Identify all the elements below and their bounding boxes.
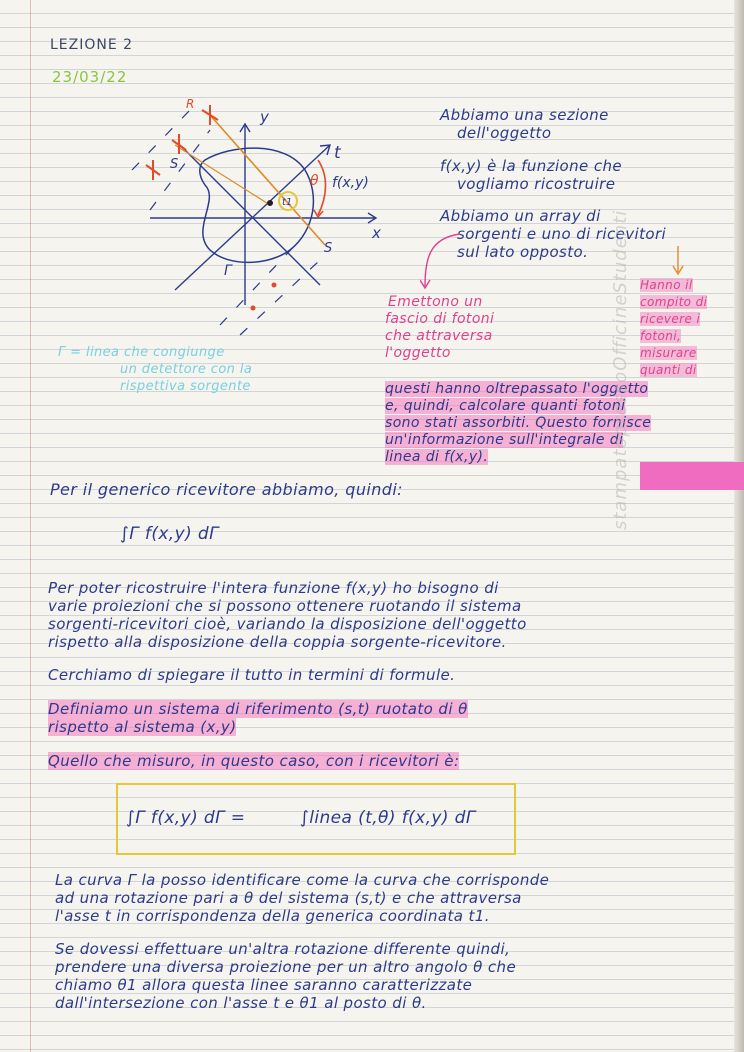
lesson-title: LEZIONE 2: [50, 37, 134, 53]
highlight-line-3: sono stati assorbiti. Questo fornisce: [385, 415, 652, 431]
bullet-3c: sul lato opposto.: [457, 243, 589, 261]
bullet-1b: dell'oggetto: [457, 124, 552, 142]
recv-note-3: ricevere i: [640, 312, 701, 326]
highlight-line-1: questi hanno oltrepassato l'oggetto: [385, 381, 649, 397]
emit-note-4: l'oggetto: [385, 345, 451, 361]
label-func: f(x,y): [332, 175, 369, 191]
cyan-note-3: rispettiva sorgente: [120, 379, 251, 394]
recv-note-2: compito di: [640, 295, 708, 309]
para3-line3: l'asse t in corrispondenza della generica coordinata t1.: [55, 907, 490, 925]
cyan-note-1: Γ = linea che congiunge: [58, 345, 225, 360]
para3-line1: La curva Γ la posso identificare come la curva che corrisponde: [55, 871, 550, 889]
label-R: R: [186, 97, 195, 111]
recv-note-6: quanti di: [640, 363, 697, 377]
tomography-diagram: [120, 90, 400, 340]
recv-note-4: fotoni,: [640, 329, 682, 343]
para4-line2: prendere una diversa proiezione per un altro angolo θ che: [55, 958, 517, 976]
para1-line4: rispetto alla disposizione della coppia sorgente-ricevitore.: [48, 633, 507, 651]
label-S2: S: [324, 241, 333, 256]
cyan-note-2: un detettore con la: [120, 362, 253, 377]
note-arrows: [420, 228, 700, 298]
recv-note-5: misurare: [640, 346, 697, 360]
label-t: t: [334, 143, 341, 163]
label-y: y: [260, 108, 269, 126]
para1-line1: Per poter ricostruire l'intera funzione f(x,y) ho bisogno di: [48, 579, 499, 597]
para1-line2: varie proiezioni che si possono ottenere ruotando il sistema: [48, 597, 522, 615]
page-edge: [734, 0, 744, 1052]
intro-line: Per il generico ricevitore abbiamo, quindi:: [50, 480, 403, 499]
boxed-left: ∫Γ f(x,y) dΓ =: [126, 808, 246, 828]
highlight-line-2: e, quindi, calcolare quanti fotoni: [385, 398, 626, 414]
emit-note-2: fascio di fotoni: [385, 311, 495, 327]
margin-line: [30, 0, 31, 1052]
measure-line: Quello che misuro, in questo caso, con i ricevitori è:: [48, 752, 460, 770]
para4-line3: chiamo θ1 allora questa linee saranno caratterizzate: [55, 976, 473, 994]
para1-line3: sorgenti-ricevitori cioè, variando la disposizione dell'oggetto: [48, 615, 527, 633]
lesson-date: 23/03/22: [52, 68, 128, 86]
label-t1: t1: [282, 197, 293, 208]
ray-lines: [132, 110, 320, 335]
define-line1: Definiamo un sistema di riferimento (s,t) ruotato di θ: [48, 700, 468, 718]
watermark: stampatopressoOfficineStudenti: [610, 209, 631, 530]
integral-1: ∫Γ f(x,y) dΓ: [120, 524, 219, 544]
boxed-right: ∫linea (t,θ) f(x,y) dΓ: [300, 808, 476, 828]
projection-ray: [210, 115, 325, 245]
highlight-line-4: un'informazione sull'integrale di: [385, 432, 624, 448]
label-S1: S: [170, 157, 179, 172]
highlight-line-5: linea di f(x,y).: [385, 449, 489, 465]
bullet-3b: sorgenti e uno di ricevitori: [457, 225, 667, 243]
source-marks: [146, 105, 218, 180]
emit-note-3: che attraversa: [385, 328, 493, 344]
bullet-3a: Abbiamo un array di: [440, 207, 601, 225]
para4-line1: Se dovessi effettuare un'altra rotazione differente quindi,: [55, 940, 511, 958]
para3-line2: ad una rotazione pari a θ del sistema (s,t) e che attraversa: [55, 889, 522, 907]
label-x: x: [372, 224, 381, 242]
bullet-1a: Abbiamo una sezione: [440, 106, 609, 124]
recv-note-1: Hanno il: [640, 278, 693, 292]
bullet-2a: f(x,y) è la funzione che: [440, 157, 622, 175]
bullet-2b: vogliamo ricostruire: [457, 175, 616, 193]
label-gamma: Γ: [224, 263, 232, 279]
emit-note-1: Emettono un: [388, 294, 483, 310]
label-theta: θ: [310, 173, 319, 189]
para2-line: Cerchiamo di spiegare il tutto in termini di formule.: [48, 666, 456, 684]
para4-line4: dall'intersezione con l'asse t e θ1 al posto di θ.: [55, 994, 427, 1012]
define-line2: rispetto al sistema (x,y): [48, 718, 237, 736]
pink-marker-block: [640, 462, 744, 490]
